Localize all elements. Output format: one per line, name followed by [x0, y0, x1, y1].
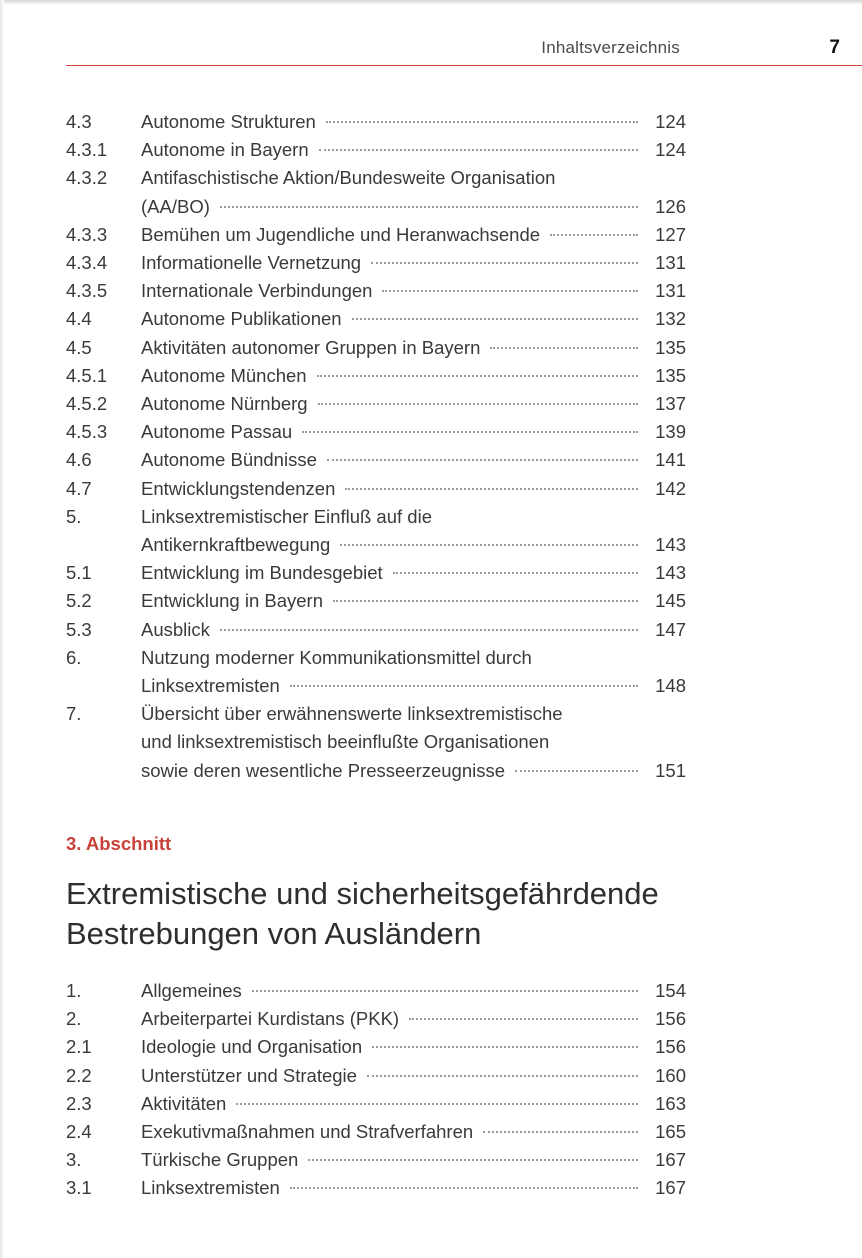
- dot-leader: [371, 262, 638, 264]
- toc-entry-title: Arbeiterpartei Kurdistans (PKK): [141, 1008, 400, 1030]
- toc-entry-number: 5.3: [66, 618, 92, 640]
- toc-entry-title: Autonome München: [141, 364, 307, 386]
- toc-entry-title: Autonome Publikationen: [141, 308, 342, 330]
- toc-entry-page: 156: [655, 1036, 686, 1058]
- toc-entry: [66, 362, 686, 390]
- toc-entry-page: 124: [655, 111, 686, 132]
- toc-entry: [66, 475, 686, 503]
- toc-entry: [66, 587, 686, 615]
- toc-entry: [66, 1005, 686, 1033]
- dot-leader: [409, 1018, 638, 1020]
- toc-entry: [66, 1146, 686, 1174]
- toc-entry-title: Aktivitäten: [141, 1092, 227, 1114]
- toc-entry-page: 126: [655, 195, 686, 217]
- toc-entry: [66, 977, 686, 1005]
- toc-entry-page: 167: [655, 1149, 686, 1171]
- toc-entry-number: 3.1: [66, 1177, 92, 1199]
- toc-section-3: [66, 977, 686, 1203]
- toc-entry-page: 139: [655, 421, 686, 443]
- toc-entry: [66, 221, 686, 249]
- dot-leader: [252, 990, 638, 992]
- toc-entry: [66, 249, 686, 277]
- toc-entry-number: 4.4: [66, 308, 92, 330]
- toc-entry-title: Autonome Nürnberg: [141, 393, 308, 415]
- dot-leader: [483, 1131, 638, 1133]
- toc-entry-number: 4.3.2: [66, 167, 108, 189]
- toc-entry-page: 145: [655, 590, 686, 612]
- toc-entry-page: 142: [655, 477, 686, 499]
- toc-entry-number: 4.3.5: [66, 280, 108, 302]
- toc-entry-number: 4.3.3: [66, 223, 108, 245]
- page-header: [66, 36, 862, 66]
- toc-entry: [66, 1033, 686, 1061]
- toc-entry: [66, 503, 686, 559]
- dot-leader: [345, 488, 638, 490]
- dot-leader: [372, 1046, 638, 1048]
- toc-entry-title: Ideologie und Organisation: [141, 1036, 363, 1058]
- toc-entry: [66, 1062, 686, 1090]
- dot-leader: [220, 206, 638, 208]
- toc-entry-title: Autonome Passau: [141, 421, 293, 443]
- toc-entry-number: 6.: [66, 646, 82, 668]
- toc-entry-number: 4.5.1: [66, 364, 108, 386]
- toc-entry: [66, 390, 686, 418]
- toc-entry-page: 165: [655, 1121, 686, 1143]
- toc-entry-title: Entwicklung im Bundesgebiet: [141, 562, 383, 584]
- dot-leader: [327, 459, 638, 461]
- toc-entry: [66, 700, 686, 785]
- dot-leader: [220, 629, 638, 631]
- dot-leader: [340, 544, 638, 546]
- toc-entry: [66, 136, 686, 164]
- toc-entry-page: 148: [655, 675, 686, 697]
- dot-leader: [367, 1075, 638, 1077]
- running-header-title: Inhaltsverzeichnis: [541, 38, 680, 57]
- section-label: 3. Abschnitt: [66, 833, 172, 854]
- toc-entry-page: 132: [655, 308, 686, 330]
- toc-entry-page: 143: [655, 534, 686, 556]
- header-rule: [66, 65, 862, 66]
- toc-entry-title: Informationelle Vernetzung: [141, 252, 362, 274]
- toc-entry-page: 143: [655, 562, 686, 584]
- toc-entry-number: 4.3.1: [66, 139, 108, 161]
- toc-entry-title: Linksextremistischer Einfluß auf die: [141, 505, 432, 527]
- toc-entry-page: 163: [655, 1092, 686, 1114]
- toc-entry-number: 2.3: [66, 1092, 92, 1114]
- dot-leader: [317, 375, 638, 377]
- dot-leader: [490, 347, 638, 349]
- toc-entry-number: 7.: [66, 703, 82, 725]
- toc-entry-title: Allgemeines: [141, 980, 242, 1001]
- toc-entry-page: 127: [655, 223, 686, 245]
- toc-entry: [66, 644, 686, 700]
- dot-leader: [393, 572, 638, 574]
- toc-entry-title: Ausblick: [141, 618, 210, 640]
- toc-entry: [66, 559, 686, 587]
- toc-entry: [66, 446, 686, 474]
- toc-entry-page: 147: [655, 618, 686, 640]
- dot-leader: [318, 403, 638, 405]
- toc-section-2-continued: [66, 108, 686, 785]
- toc-entry: [66, 334, 686, 362]
- dot-leader: [333, 600, 638, 602]
- toc-entry-title: Bemühen um Jugendliche und Heranwachsende: [141, 223, 541, 245]
- toc-entry-title: (AA/BO): [141, 195, 210, 217]
- dot-leader: [326, 121, 638, 123]
- section-title-line-2: Bestrebungen von Ausländern: [66, 916, 482, 951]
- toc-entry: [66, 164, 686, 220]
- toc-entry-page: 154: [655, 980, 686, 1001]
- toc-entry: [66, 418, 686, 446]
- toc-entry-title: Exekutivmaßnahmen und Strafverfahren: [141, 1121, 474, 1143]
- dot-leader: [382, 290, 638, 292]
- toc-entry-number: 2.4: [66, 1121, 92, 1143]
- toc-entry-number: 4.5: [66, 336, 92, 358]
- dot-leader: [308, 1159, 638, 1161]
- toc-entry-title: Autonome Strukturen: [141, 111, 316, 132]
- toc-entry-title: Internationale Verbindungen: [141, 280, 373, 302]
- page-number: 7: [829, 37, 840, 58]
- toc-entry-number: 4.3: [66, 111, 92, 132]
- toc-entry-title: Entwicklungstendenzen: [141, 477, 336, 499]
- toc-entry-page: 137: [655, 393, 686, 415]
- dot-leader: [515, 770, 638, 772]
- toc-entry: [66, 277, 686, 305]
- toc-entry-number: 3.: [66, 1149, 82, 1171]
- toc-entry: [66, 1174, 686, 1202]
- toc-entry-page: 124: [655, 139, 686, 161]
- dot-leader: [352, 318, 638, 320]
- dot-leader: [319, 149, 638, 151]
- toc-entry-title: Türkische Gruppen: [141, 1149, 299, 1171]
- toc-entry-title: Nutzung moderner Kommunikationsmittel durch: [141, 646, 532, 668]
- toc-entry-page: 156: [655, 1008, 686, 1030]
- dot-leader: [236, 1103, 638, 1105]
- dot-leader: [550, 234, 638, 236]
- toc-entry-title: Übersicht über erwähnenswerte linksextremistische: [141, 703, 563, 725]
- toc-entry-title: Antikernkraftbewegung: [141, 534, 331, 556]
- toc-entry-number: 2.1: [66, 1036, 92, 1058]
- dot-leader: [290, 1187, 638, 1189]
- toc-entry-title: und linksextremistisch beeinflußte Organisationen: [141, 731, 550, 753]
- section-title-line-1: Extremistische und sicherheitsgefährdende: [66, 876, 659, 911]
- toc-entry-number: 2.: [66, 1008, 82, 1030]
- toc-entry-title: Autonome Bündnisse: [141, 449, 317, 471]
- page-top-shadow: [0, 0, 862, 5]
- toc-entry-page: 135: [655, 364, 686, 386]
- toc-entry-title: Entwicklung in Bayern: [141, 590, 324, 612]
- toc-entry-title: Aktivitäten autonomer Gruppen in Bayern: [141, 336, 481, 358]
- toc-entry-page: 131: [655, 280, 686, 302]
- section-title: [66, 874, 659, 954]
- toc-entry-number: 2.2: [66, 1064, 92, 1086]
- toc-entry: [66, 1090, 686, 1118]
- toc-entry: [66, 108, 686, 136]
- toc-entry-page: 160: [655, 1064, 686, 1086]
- toc-entry-page: 135: [655, 336, 686, 358]
- toc-entry-title: Unterstützer und Strategie: [141, 1064, 357, 1086]
- toc-entry-number: 4.5.2: [66, 393, 108, 415]
- toc-entry-title: Autonome in Bayern: [141, 139, 309, 161]
- toc-entry-page: 131: [655, 252, 686, 274]
- toc-entry-number: 4.5.3: [66, 421, 108, 443]
- toc-entry-number: 4.3.4: [66, 252, 108, 274]
- toc-entry-page: 141: [655, 449, 686, 471]
- toc-entry-number: 5.1: [66, 562, 92, 584]
- toc-entry-page: 151: [655, 759, 686, 781]
- toc-entry: [66, 1118, 686, 1146]
- toc-entry-number: 4.7: [66, 477, 92, 499]
- toc-entry-number: 5.2: [66, 590, 92, 612]
- toc-entry-number: 5.: [66, 505, 82, 527]
- dot-leader: [302, 431, 638, 433]
- toc-entry-number: 4.6: [66, 449, 92, 471]
- toc-entry: [66, 616, 686, 644]
- toc-entry-title: Linksextremisten: [141, 1177, 280, 1199]
- toc-entry-page: 167: [655, 1177, 686, 1199]
- toc-entry-number: 1.: [66, 980, 82, 1001]
- toc-entry-title: Linksextremisten: [141, 675, 280, 697]
- toc-entry-title: Antifaschistische Aktion/Bundesweite Organisation: [141, 167, 556, 189]
- dot-leader: [290, 685, 638, 687]
- toc-entry: [66, 305, 686, 333]
- page-left-edge: [0, 0, 4, 1258]
- toc-entry-title: sowie deren wesentliche Presseerzeugnisse: [141, 759, 506, 781]
